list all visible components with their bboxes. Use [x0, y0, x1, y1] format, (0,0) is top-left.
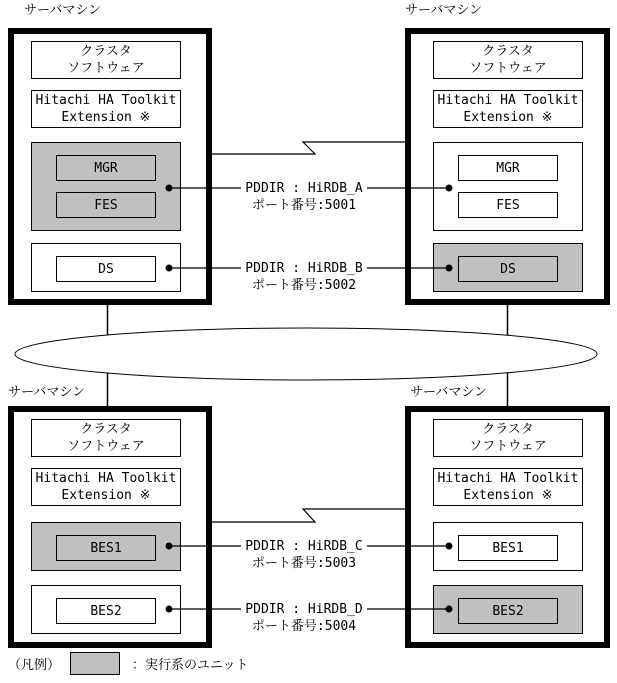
port-text: ポート番号:5002 [251, 278, 357, 293]
ha-toolkit-line1: Hitachi HA Toolkit [35, 471, 177, 486]
unit-group-ds [433, 243, 583, 292]
ha-toolkit-line1: Hitachi HA Toolkit [35, 93, 177, 108]
port-text: ポート番号:5001 [251, 198, 357, 213]
unit-bes1: BES1 [56, 535, 156, 561]
unit-group-bes2 [31, 585, 181, 634]
server-box-top-right [405, 28, 610, 305]
unit-group-ds [31, 243, 181, 292]
network-ellipse [15, 328, 597, 380]
server-label-top-left: サーバマシン [24, 3, 102, 18]
unit-fes: FES [458, 192, 558, 218]
unit-bes2: BES2 [458, 598, 558, 624]
unit-ds: DS [458, 256, 558, 282]
pddir-text: PDDIR : HiRDB_A [241, 181, 366, 196]
port-text: ポート番号:5004 [251, 619, 357, 634]
unit-group-mgr-fes [433, 142, 583, 231]
cluster-software-box [433, 41, 583, 79]
ha-toolkit-box [433, 90, 583, 128]
cluster-software-line2: ソフトウェア [469, 61, 547, 76]
ha-toolkit-line2: Extension ※ [463, 488, 553, 503]
cluster-software-line1: クラスタ [482, 422, 534, 437]
ha-toolkit-box [433, 468, 583, 506]
connection-label-hirdb-b [234, 261, 374, 293]
ha-toolkit-box [31, 468, 181, 506]
ha-toolkit-box [31, 90, 181, 128]
unit-group-mgr-fes [31, 142, 181, 231]
unit-mgr: MGR [458, 155, 558, 181]
ha-toolkit-line2: Extension ※ [61, 488, 151, 503]
unit-bes2: BES2 [56, 598, 156, 624]
pddir-text: PDDIR : HiRDB_D [241, 602, 366, 617]
unit-group-bes1 [433, 522, 583, 571]
ha-toolkit-line2: Extension ※ [463, 110, 553, 125]
connection-label-hirdb-c [234, 539, 374, 571]
cluster-software-line2: ソフトウェア [67, 61, 145, 76]
network-break-line-bottom [212, 509, 405, 522]
pddir-text: PDDIR : HiRDB_B [241, 261, 366, 276]
pddir-text: PDDIR : HiRDB_C [241, 539, 366, 554]
cluster-software-line2: ソフトウェア [469, 439, 547, 454]
cluster-software-box [31, 41, 181, 79]
server-label-bottom-right: サーバマシン [410, 385, 488, 400]
server-label-top-right: サーバマシン [405, 3, 483, 18]
unit-mgr: MGR [56, 155, 156, 181]
ha-toolkit-line1: Hitachi HA Toolkit [437, 93, 579, 108]
server-box-bottom-right [405, 406, 610, 648]
server-box-bottom-left [8, 406, 212, 648]
network-break-line-top [212, 142, 405, 154]
legend [8, 652, 249, 675]
unit-fes: FES [56, 192, 156, 218]
unit-group-bes2 [433, 585, 583, 634]
cluster-software-line1: クラスタ [482, 44, 534, 59]
cluster-software-line2: ソフトウェア [67, 439, 145, 454]
connection-label-hirdb-d [234, 602, 374, 634]
legend-prefix: （凡例） [8, 658, 61, 673]
ha-toolkit-line2: Extension ※ [61, 110, 151, 125]
port-text: ポート番号:5003 [251, 556, 357, 571]
cluster-software-box [433, 419, 583, 457]
server-box-top-left [8, 28, 212, 305]
cluster-software-line1: クラスタ [80, 44, 132, 59]
unit-ds: DS [56, 256, 156, 282]
unit-group-bes1 [31, 522, 181, 571]
server-label-bottom-left: サーバマシン [8, 385, 86, 400]
cluster-software-box [31, 419, 181, 457]
legend-active-swatch [70, 652, 120, 675]
legend-description: ：実行系のユニット [132, 658, 249, 673]
cluster-software-line1: クラスタ [80, 422, 132, 437]
ha-toolkit-line1: Hitachi HA Toolkit [437, 471, 579, 486]
unit-bes1: BES1 [458, 535, 558, 561]
connection-label-hirdb-a [234, 181, 374, 213]
